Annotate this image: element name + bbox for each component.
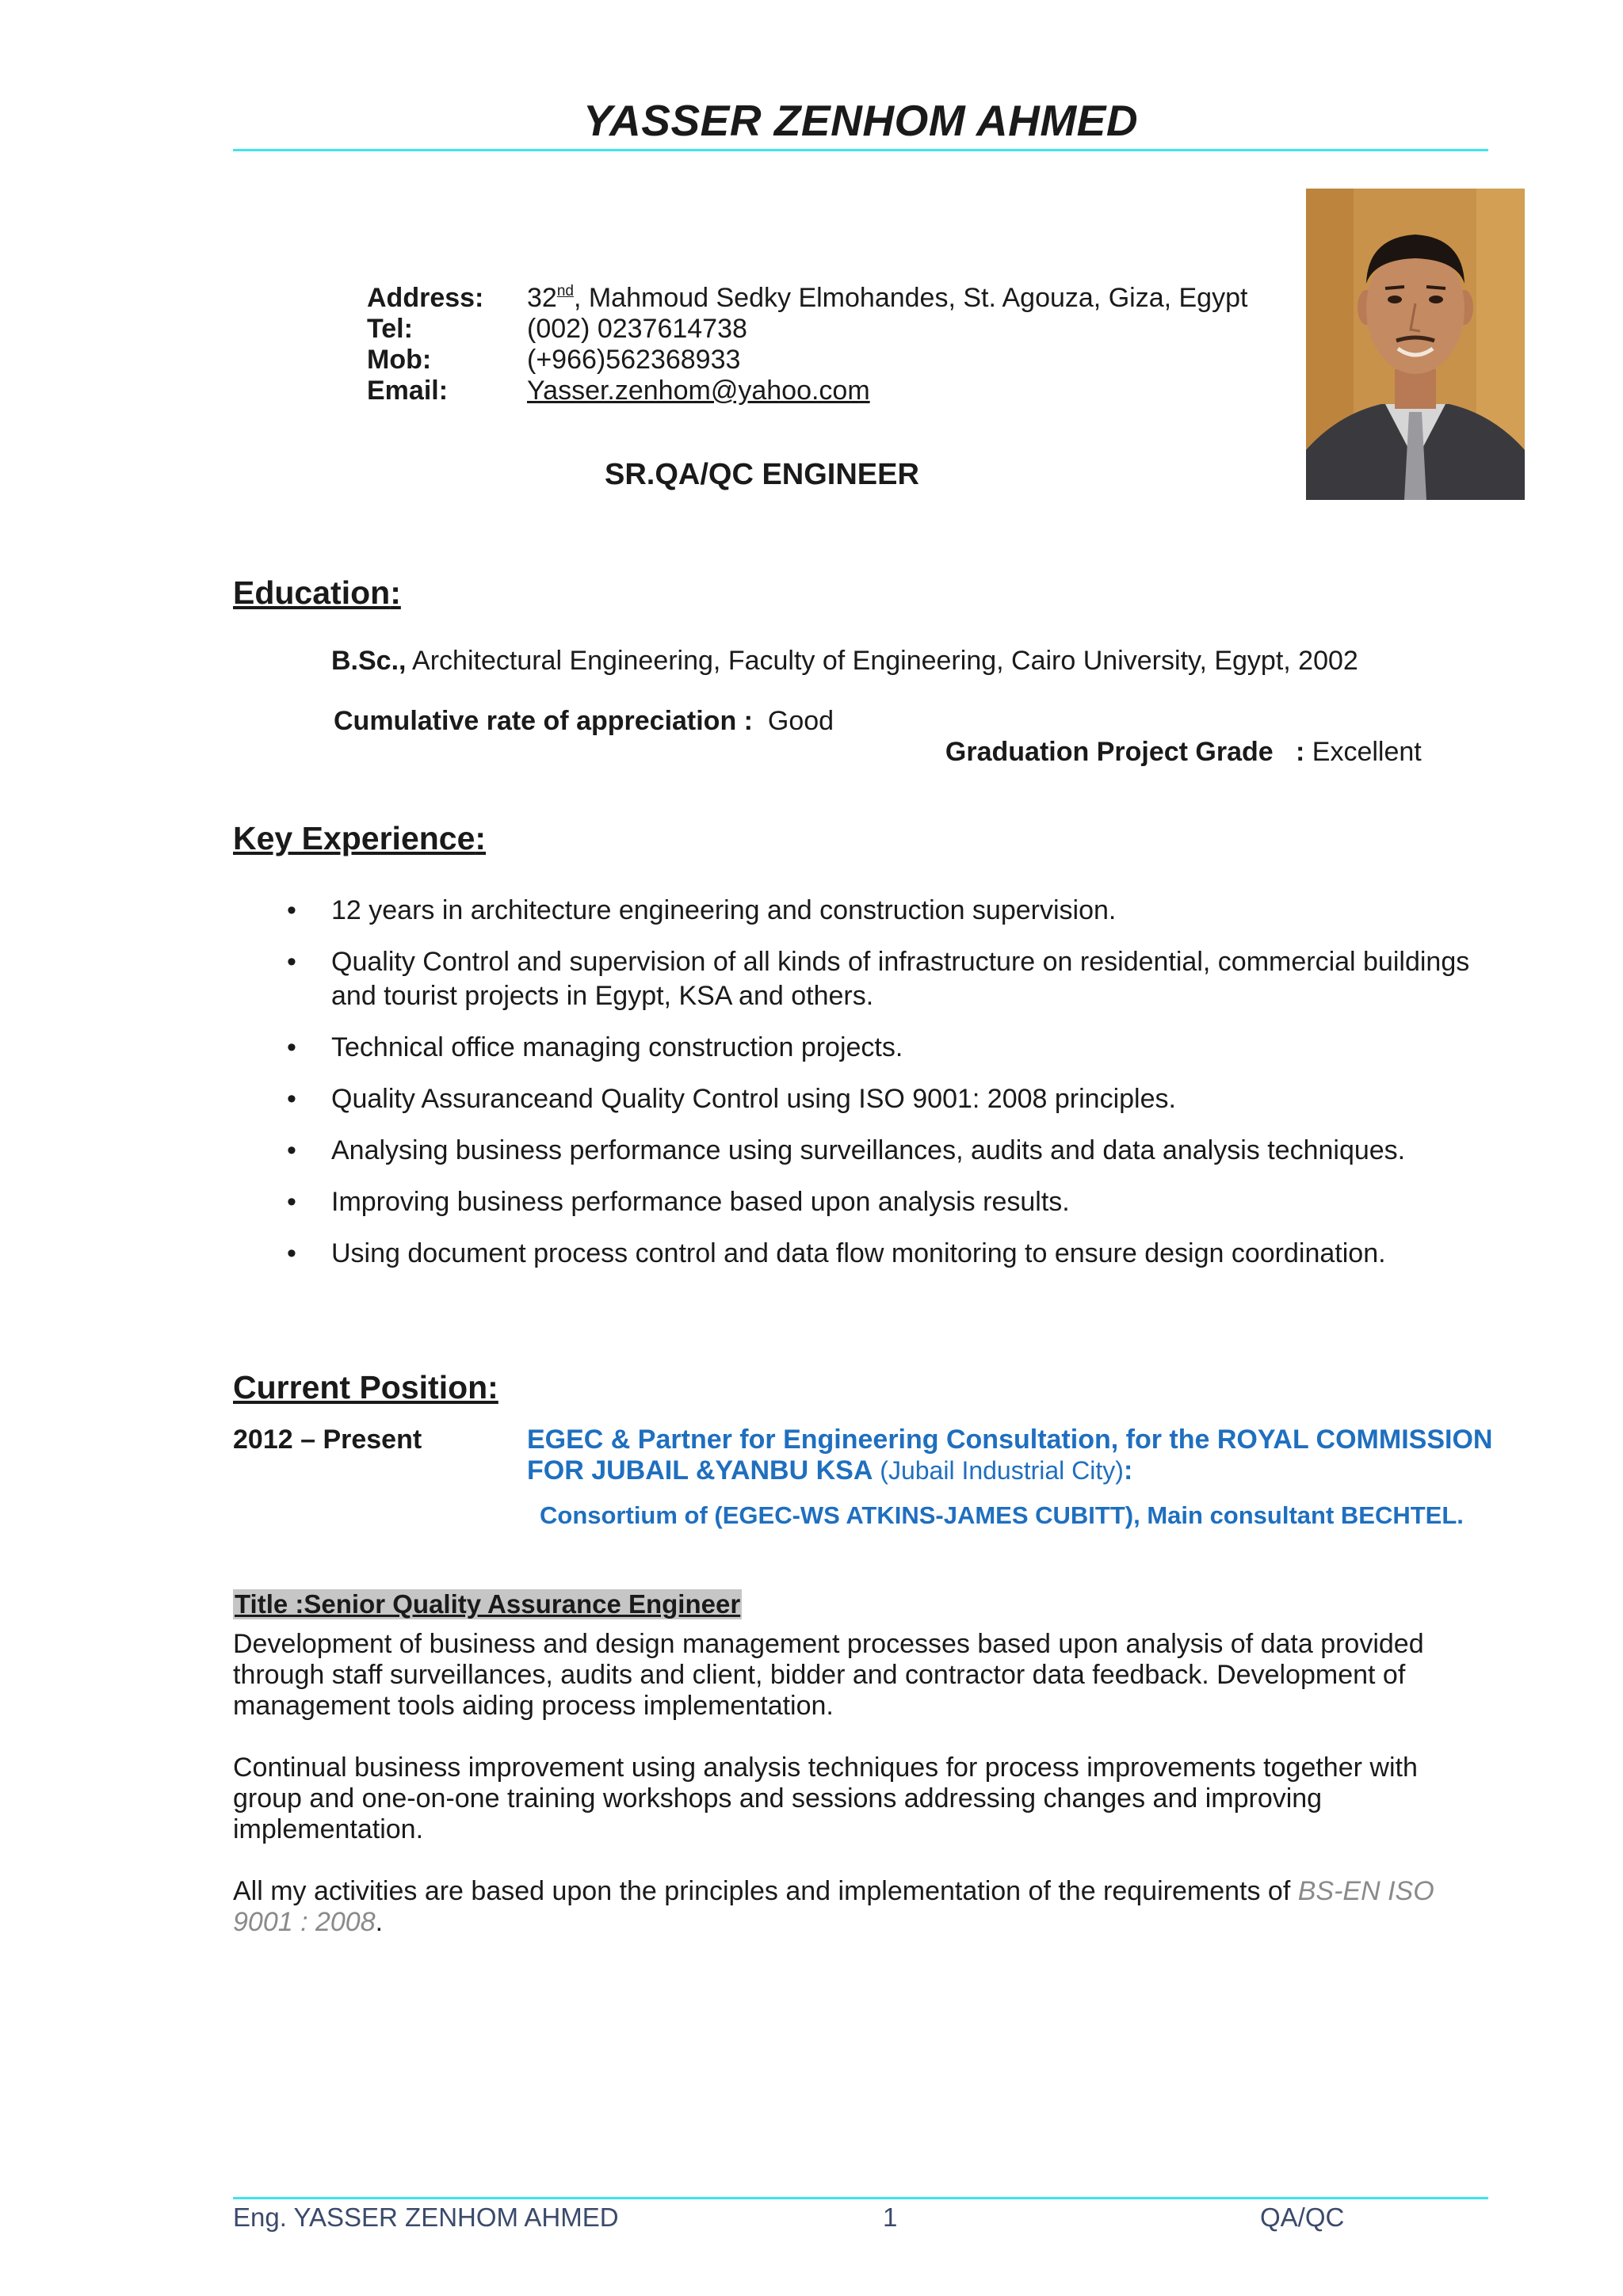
- page-number: 1: [883, 2203, 898, 2232]
- company-name: EGEC & Partner for Engineering Consultation, for the ROYAL COMMISSION FOR JUBAIL &YANBU KSA (Jubail Industrial City):: [527, 1425, 1493, 1486]
- role-paragraph-3: All my activities are based upon the principles and implementation of the requirements of BS-EN ISO 9001 : 2008.: [233, 1876, 1434, 1937]
- address-label: Address:: [367, 283, 484, 313]
- cumulative-value: Good: [767, 706, 834, 736]
- mob-label: Mob:: [367, 345, 432, 375]
- education-heading: Education:: [233, 574, 401, 611]
- address-row: [367, 283, 1247, 314]
- tel-value: (002) 0237614738: [527, 314, 747, 344]
- list-item: • Technical office managing construction projects.: [331, 1031, 1480, 1065]
- list-item: • Improving business performance based upon analysis results.: [331, 1185, 1480, 1219]
- header-rule: [233, 149, 1488, 151]
- list-item: • Using document process control and data flow monitoring to ensure design coordination.: [331, 1237, 1480, 1271]
- list-item: • Quality Control and supervision of all kinds of infrastructure on residential, commercial buildings and tourist projects in Egypt, KSA and others.: [287, 947, 1470, 1011]
- email-row: [367, 376, 1247, 406]
- tel-label: Tel:: [367, 314, 413, 344]
- company-location: (Jubail Industrial City): [873, 1456, 1124, 1485]
- list-item: • 12 years in architecture engineering and construction supervision.: [331, 894, 1480, 928]
- address-value: 32nd, Mahmoud Sedky Elmohandes, St. Agouza, Giza, Egypt: [527, 283, 1248, 313]
- degree-line: [331, 646, 1358, 677]
- email-link[interactable]: Yasser.zenhom@yahoo.com: [527, 376, 870, 406]
- bullet-icon: •: [287, 1084, 296, 1114]
- bullet-icon: •: [287, 895, 296, 925]
- address-ordinal-suffix: nd: [556, 283, 574, 299]
- candidate-name: YASSER ZENHOM AHMED: [582, 96, 1139, 145]
- job-title: SR.QA/QC ENGINEER: [605, 458, 919, 491]
- footer-role: QA/QC: [1260, 2203, 1345, 2232]
- profile-photo-illustration: [1306, 189, 1525, 500]
- iso-standard: BS-EN ISO 9001 : 2008: [233, 1876, 1434, 1937]
- grade-label: Graduation Project Grade :: [945, 737, 1305, 767]
- position-period: 2012 – Present: [233, 1425, 422, 1455]
- degree-name: B.Sc.,: [331, 646, 407, 676]
- degree-detail: Architectural Engineering, Faculty of Engineering, Cairo University, Egypt, 2002: [406, 646, 1358, 676]
- footer-name: Eng. YASSER ZENHOM AHMED: [233, 2203, 619, 2232]
- experience-heading: Key Experience:: [233, 820, 487, 856]
- bullet-icon: •: [287, 1187, 296, 1217]
- bullet-icon: •: [287, 947, 296, 977]
- experience-list: [287, 894, 1480, 1288]
- grade-value: Excellent: [1312, 737, 1422, 767]
- email-label: Email:: [367, 376, 449, 406]
- cumulative-label: Cumulative rate of appreciation :: [334, 706, 753, 736]
- consortium-line: Consortium of (EGEC-WS ATKINS-JAMES CUBITT), Main consultant BECHTEL.: [540, 1501, 1464, 1529]
- role-paragraph-1: Development of business and design management processes based upon analysis of data provided through staff surveillances, audits and client, bidder and contractor data feedback. Development of management tools aiding process implementation.: [233, 1629, 1424, 1721]
- mob-value: (+966)562368933: [527, 345, 741, 375]
- role-paragraph-2: Continual business improvement using analysis techniques for process improvements together with group and one-on-one training workshops and sessions addressing changes and improving implementation.: [233, 1753, 1418, 1844]
- list-item: • Quality Assuranceand Quality Control using ISO 9001: 2008 principles.: [331, 1082, 1480, 1116]
- graduation-project-grade: [930, 706, 1422, 768]
- list-item: • Analysing business performance using surveillances, audits and data analysis techniques.: [331, 1134, 1480, 1168]
- bullet-icon: •: [287, 1238, 296, 1268]
- contact-block: [367, 283, 1247, 406]
- profile-photo: [1306, 189, 1525, 500]
- footer-rule: [233, 2197, 1488, 2199]
- role-title: Title :Senior Quality Assurance Engineer: [235, 1589, 741, 1619]
- current-position-heading: Current Position:: [233, 1369, 498, 1405]
- bullet-icon: •: [287, 1135, 296, 1165]
- mob-row: [367, 345, 1247, 376]
- bullet-icon: •: [287, 1032, 296, 1062]
- tel-row: [367, 314, 1247, 345]
- cumulative-rate: [334, 706, 834, 737]
